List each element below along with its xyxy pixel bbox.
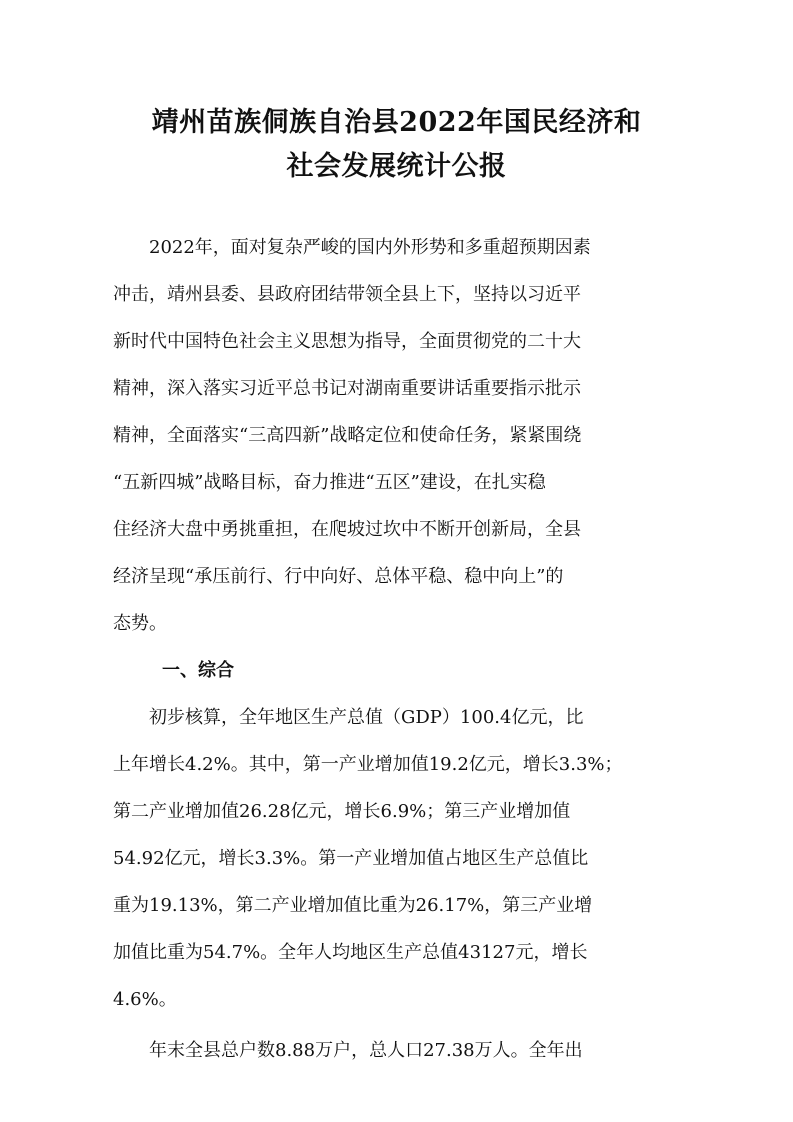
intro-paragraph-line: 2022年，面对复杂严峻的国内外形势和多重超预期因素	[113, 237, 591, 258]
intro-paragraph-line: 精神，深入落实习近平总书记对湖南重要讲话重要指示批示	[113, 378, 581, 399]
intro-paragraph-line: 经济呈现“承压前行、行中向好、总体平稳、稳中向上”的	[113, 566, 564, 587]
section-heading-comprehensive: 一、综合	[162, 660, 234, 681]
intro-paragraph-line: 冲击，靖州县委、县政府团结带领全县上下，坚持以习近平	[113, 284, 581, 305]
section-1-paragraph-line: 54.92亿元，增长3.3%。第一产业增加值占地区生产总值比	[113, 848, 589, 869]
intro-paragraph-line: 精神，全面落实“三高四新”战略定位和使命任务，紧紧围绕	[113, 425, 582, 446]
intro-paragraph-line: 住经济大盘中勇挑重担，在爬坡过坎中不断开创新局，全县	[113, 519, 581, 540]
section-1-paragraph-line: 初步核算，全年地区生产总值（GDP）100.4亿元，比	[113, 707, 584, 728]
intro-paragraph-line: 态势。	[113, 613, 167, 634]
section-1-paragraph-line: 重为19.13%，第二产业增加值比重为26.17%，第三产业增	[113, 895, 593, 916]
section-1-paragraph-line: 上年增长4.2%。其中，第一产业增加值19.2亿元，增长3.3%；	[113, 754, 623, 775]
section-1-paragraph-line: 第二产业增加值26.28亿元，增长6.9%；第三产业增加值	[113, 801, 571, 822]
intro-paragraph-line: “五新四城”战略目标，奋力推进“五区”建设，在扎实稳	[113, 472, 546, 493]
section-1-paragraph-2-line: 年末全县总户数8.88万户，总人口27.38万人。全年出	[113, 1040, 583, 1061]
intro-paragraph-line: 新时代中国特色社会主义思想为指导，全面贯彻党的二十大	[113, 331, 581, 352]
section-1-paragraph-line: 4.6%。	[113, 989, 177, 1010]
document-title-line-1: 靖州苗族侗族自治县2022年国民经济和	[151, 107, 642, 138]
document-title-line-2: 社会发展统计公报	[286, 151, 507, 182]
section-1-paragraph-line: 加值比重为54.7%。全年人均地区生产总值43127元，增长	[113, 942, 588, 963]
